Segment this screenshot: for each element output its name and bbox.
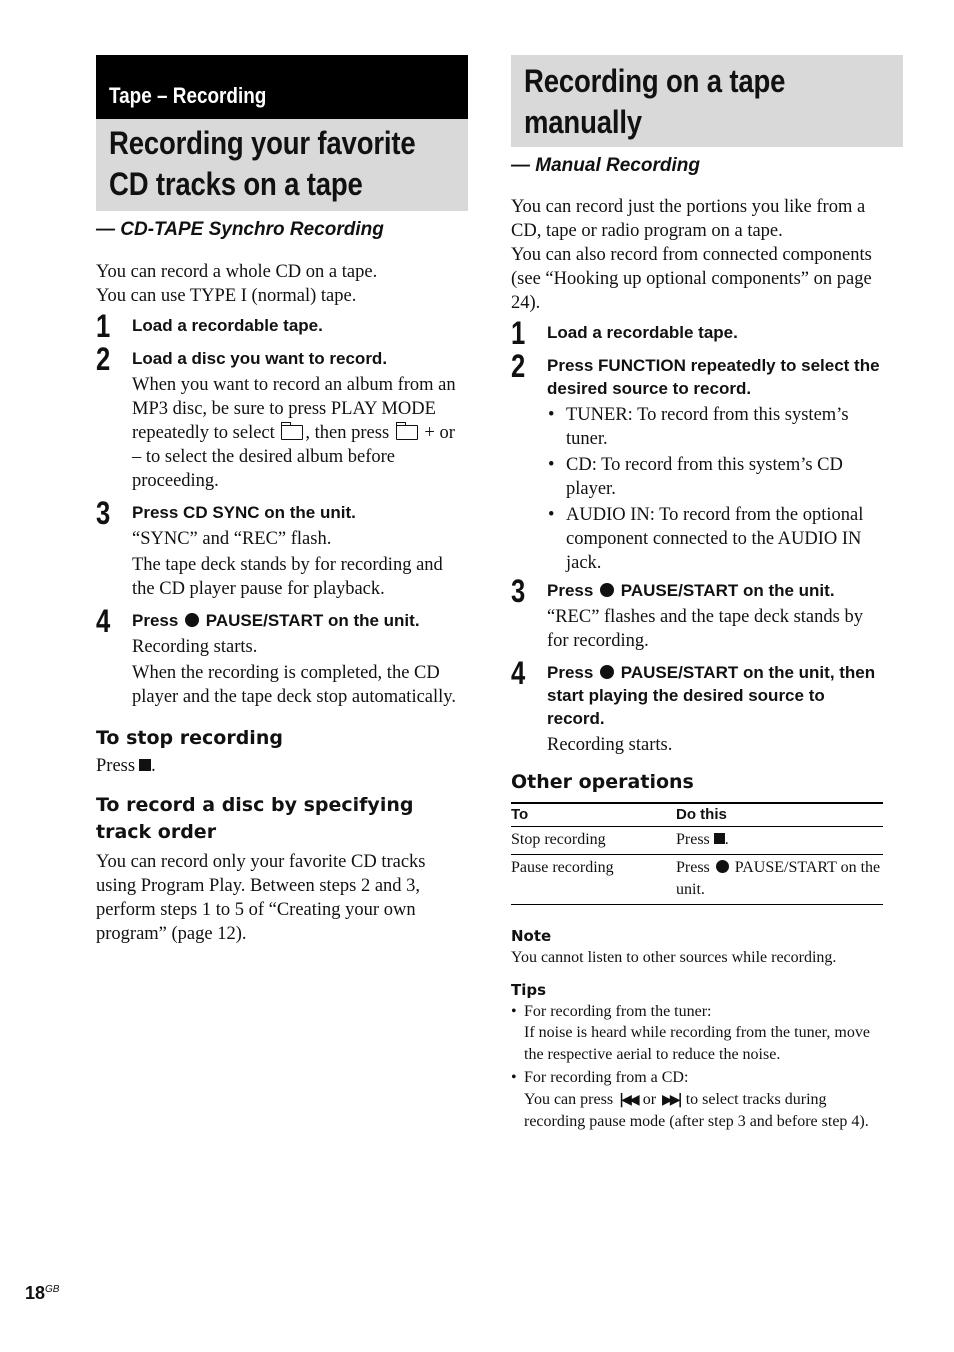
tips-list <box>511 1001 886 1133</box>
folder-icon <box>281 425 303 440</box>
list-item: • For recording from the tuner: If noise is heard while recording from the tuner, move the respective aerial to reduce the noise. <box>511 1001 886 1066</box>
source-list <box>547 403 886 575</box>
previous-track-icon: |◀◀ <box>619 1091 637 1108</box>
page-title: Recording on a tape manually <box>511 55 903 147</box>
step-4 <box>511 655 886 757</box>
step-number: 2 <box>511 348 526 384</box>
subtitle: — CD-TAPE Synchro Recording <box>96 219 384 240</box>
step-body: “SYNC” and “REC” flash. The tape deck stands by for recording and the CD player pause for playback. <box>132 529 443 599</box>
step-number: 2 <box>96 341 111 377</box>
stop-icon <box>714 833 725 844</box>
step-4 <box>96 603 468 709</box>
other-operations-heading: Other operations <box>511 771 694 793</box>
intro-text: You can record a whole CD on a tape. <box>96 262 378 282</box>
step-number: 1 <box>511 315 526 351</box>
step-1 <box>511 315 886 351</box>
list-item: • CD: To record from this system’s CD player. <box>547 453 886 501</box>
left-column <box>96 55 468 946</box>
step-2 <box>96 341 468 493</box>
subtitle: — Manual Recording <box>511 155 700 176</box>
tips-heading: Tips <box>511 980 547 999</box>
step-number: 4 <box>511 655 526 691</box>
step-body: Recording starts. When the recording is completed, the CD player and the tape deck stop automatically. <box>132 637 456 707</box>
step-1 <box>96 308 468 344</box>
step-title: Press CD SYNC on the unit. <box>132 503 356 522</box>
column-header: To <box>511 803 676 827</box>
track-order-heading: To record a disc by specifying track order <box>96 794 414 843</box>
folder-icon <box>396 425 418 440</box>
right-column <box>511 55 886 1135</box>
record-dot-icon <box>185 613 199 627</box>
intro-text: You can use TYPE I (normal) tape. <box>96 286 357 306</box>
record-dot-icon <box>600 583 614 597</box>
next-track-icon: ▶▶| <box>662 1091 680 1108</box>
step-body: When you want to record an album from an MP3 disc, be sure to press PLAY MODE repeatedly to select , then press + or – to select the desired album before proceeding. <box>132 375 456 491</box>
step-number: 1 <box>96 308 111 344</box>
step-title: Load a recordable tape. <box>132 316 323 335</box>
step-title: Load a recordable tape. <box>547 323 738 342</box>
track-order-text: You can record only your favorite CD tracks using Program Play. Between steps 2 and 3, perform steps 1 to 5 of “Creating your own program” (page 12). <box>96 852 426 944</box>
operations-table <box>511 802 883 905</box>
step-body: Recording starts. <box>547 735 673 755</box>
stop-recording-text: Press . <box>96 756 156 776</box>
table-row: Pause recording Press PAUSE/START on the unit. <box>511 855 883 905</box>
section-label: Tape – Recording <box>96 55 468 119</box>
step-title: Press PAUSE/START on the unit. <box>547 581 835 600</box>
list-item: • For recording from a CD: You can press |◀◀ or ▶▶| to select tracks during recording pause mode (after step 3 and before step 4). <box>511 1067 886 1133</box>
page-number: $18^{GB}$ <box>25 1283 60 1303</box>
record-dot-icon <box>716 860 729 873</box>
column-header: Do this <box>676 803 883 827</box>
intro-text: You can also record from connected components (see “Hooking up optional components” on page 24). <box>511 245 872 313</box>
step-body: “REC” flashes and the tape deck stands by for recording. <box>547 607 863 651</box>
step-3 <box>511 573 886 653</box>
stop-icon <box>139 759 151 771</box>
step-number: 4 <box>96 603 111 639</box>
step-title: Load a disc you want to record. <box>132 349 388 368</box>
step-title: Press PAUSE/START on the unit. <box>132 611 420 630</box>
list-item: • TUNER: To record from this system’s tuner. <box>547 403 886 451</box>
step-title: Press PAUSE/START on the unit, then start playing the desired source to record. <box>547 663 876 728</box>
note-heading: Note <box>511 927 552 945</box>
stop-recording-heading: To stop recording <box>96 727 283 749</box>
note-text: You cannot listen to other sources while recording. <box>511 949 837 966</box>
list-item: • AUDIO IN: To record from the optional component connected to the AUDIO IN jack. <box>547 503 886 575</box>
intro-text: You can record just the portions you like from a CD, tape or radio program on a tape. <box>511 197 866 241</box>
step-title: Press FUNCTION repeatedly to select the desired source to record. <box>547 356 880 398</box>
page-title: Recording your favorite CD tracks on a tape <box>96 119 468 211</box>
table-row: Stop recording Press . <box>511 827 883 855</box>
step-3 <box>96 495 468 601</box>
step-number: 3 <box>511 573 526 609</box>
record-dot-icon <box>600 665 614 679</box>
step-2 <box>511 348 886 575</box>
step-number: 3 <box>96 495 111 531</box>
